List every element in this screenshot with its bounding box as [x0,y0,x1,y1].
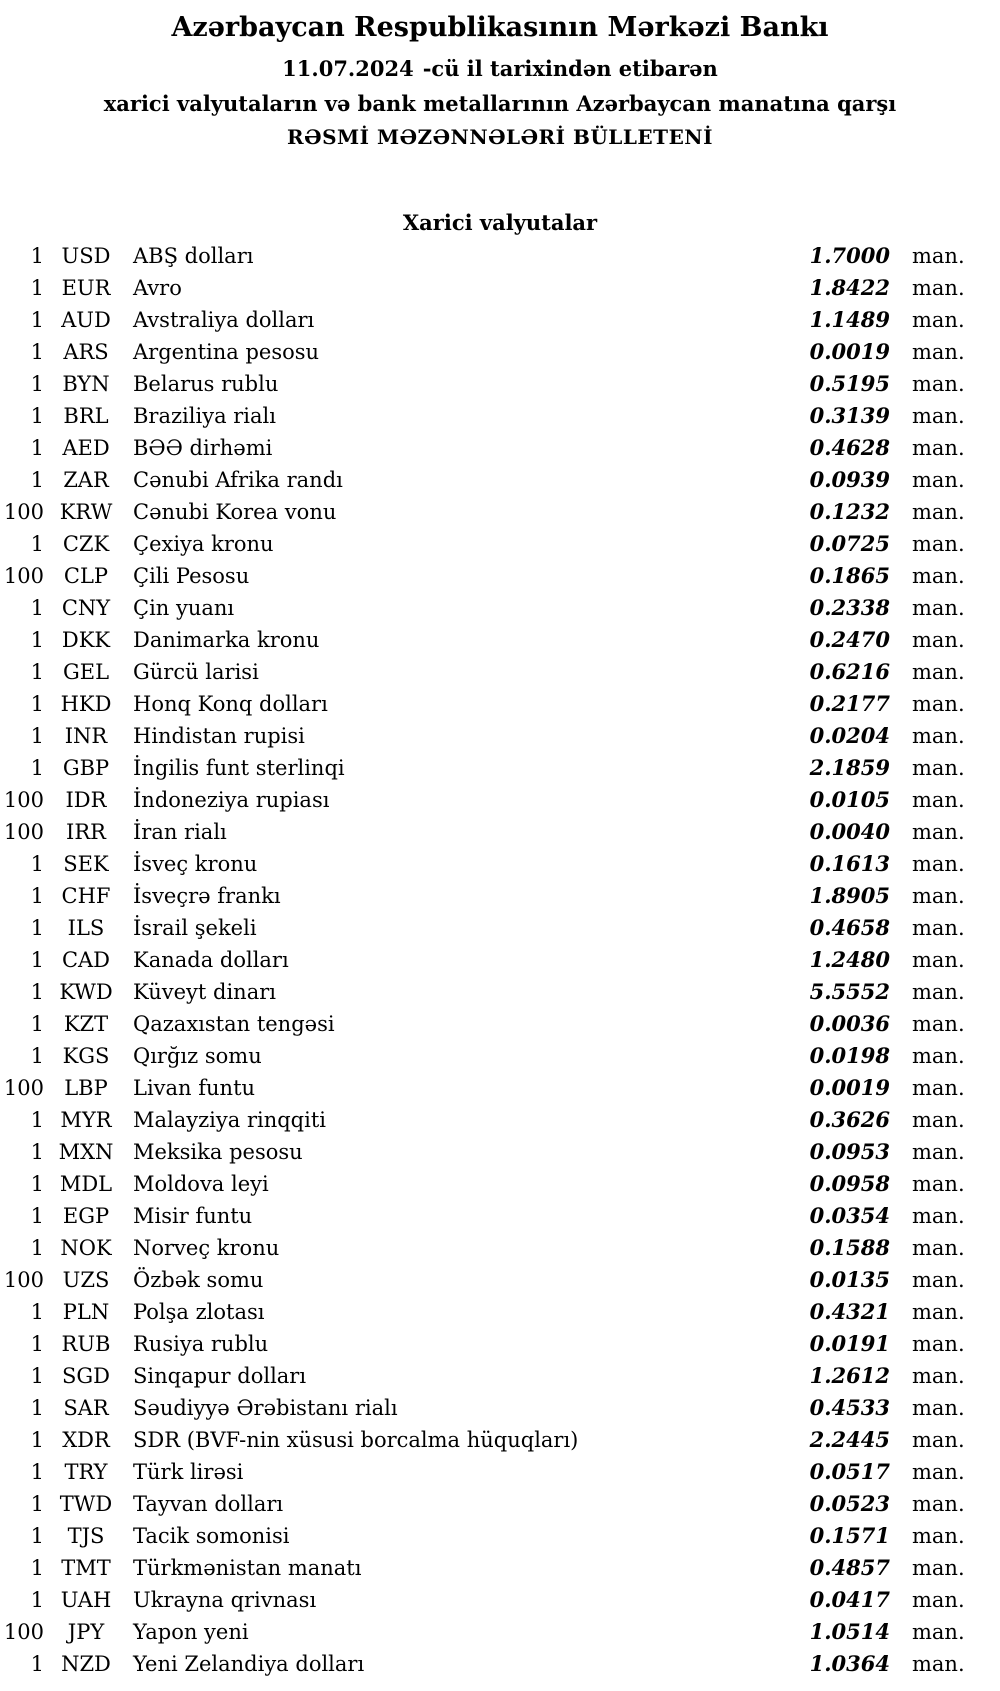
quantity: 1 [30,1108,44,1132]
rate-value: 2.2445 [809,1427,890,1452]
rate-value: 0.0725 [809,531,890,556]
currency-code: GEL [62,660,110,684]
rate-value: 0.4857 [809,1555,890,1580]
currency-code: INR [64,724,108,748]
unit-label: man. [912,660,965,684]
currency-code: LBP [64,1076,108,1100]
rate-value: 0.0523 [809,1491,890,1516]
rate-row [0,912,1000,944]
currency-code: GBP [62,756,110,780]
rate-row [0,1200,1000,1232]
currency-code: AED [62,436,110,460]
currency-code: SAR [63,1396,109,1420]
rate-value: 0.1588 [809,1235,890,1260]
currency-name: ABŞ dolları [133,244,254,268]
rate-row [0,1424,1000,1456]
quantity: 1 [30,1172,44,1196]
rate-row [0,1168,1000,1200]
currency-code: KWD [59,980,113,1004]
rate-value: 0.1865 [809,563,890,588]
unit-label: man. [912,596,965,620]
quantity: 1 [30,1652,44,1676]
rate-value: 2.1859 [809,755,890,780]
quantity: 1 [30,1012,44,1036]
currency-name: Küveyt dinarı [133,980,276,1004]
unit-label: man. [912,1428,965,1452]
quantity: 1 [30,1556,44,1580]
quantity: 100 [3,500,44,524]
currency-code: CAD [61,948,111,972]
currency-name: İran rialı [133,820,227,844]
rate-value: 0.4658 [809,915,890,940]
currency-name: Gürcü larisi [133,660,259,684]
quantity: 1 [30,1044,44,1068]
unit-label: man. [912,244,965,268]
currency-name: Çexiya kronu [133,532,274,556]
rate-value: 0.0417 [809,1587,890,1612]
rate-value: 0.2177 [809,691,890,716]
unit-label: man. [912,820,965,844]
rate-value: 0.0354 [809,1203,890,1228]
rate-row [0,752,1000,784]
currency-code: TJS [67,1524,105,1548]
rate-value: 0.6216 [809,659,890,684]
rate-row [0,1136,1000,1168]
currency-name: Çili Pesosu [133,564,250,588]
rate-value: 1.7000 [809,243,890,268]
unit-label: man. [912,1236,965,1260]
quantity: 1 [30,852,44,876]
rate-row [0,240,1000,272]
currency-code: IDR [65,788,107,812]
currency-name: Meksika pesosu [133,1140,303,1164]
currency-name: Avstraliya dolları [133,308,315,332]
rate-value: 1.2612 [809,1363,890,1388]
unit-label: man. [912,724,965,748]
quantity: 100 [3,820,44,844]
currency-name: Sinqapur dolları [133,1364,307,1388]
quantity: 1 [30,1524,44,1548]
quantity: 1 [30,980,44,1004]
currency-name: Türk lirəsi [133,1460,244,1484]
unit-label: man. [912,1492,965,1516]
unit-label: man. [912,564,965,588]
currency-code: CLP [63,564,109,588]
currency-code: TRY [64,1460,108,1484]
quantity: 1 [30,1588,44,1612]
currency-name: Belarus rublu [133,372,279,396]
currency-code: HKD [60,692,112,716]
unit-label: man. [912,532,965,556]
currency-code: UZS [62,1268,110,1292]
quantity: 1 [30,276,44,300]
currency-name: Özbək somu [133,1268,264,1292]
rate-row [0,1296,1000,1328]
unit-label: man. [912,948,965,972]
unit-label: man. [912,372,965,396]
quantity: 1 [30,372,44,396]
effective-date: 11.07.2024 [282,56,414,81]
unit-label: man. [912,1556,965,1580]
rate-row [0,304,1000,336]
unit-label: man. [912,756,965,780]
unit-label: man. [912,340,965,364]
rate-row [0,1040,1000,1072]
rate-row [0,464,1000,496]
currency-name: Moldova leyi [133,1172,269,1196]
rate-value: 0.0939 [809,467,890,492]
quantity: 100 [3,788,44,812]
rate-row [0,944,1000,976]
rate-value: 1.8905 [809,883,890,908]
unit-label: man. [912,1652,965,1676]
currency-code: BYN [62,372,110,396]
quantity: 100 [3,564,44,588]
unit-label: man. [912,692,965,716]
quantity: 1 [30,404,44,428]
rate-row [0,784,1000,816]
unit-label: man. [912,1012,965,1036]
currency-code: USD [61,244,111,268]
unit-label: man. [912,1172,965,1196]
rate-value: 0.0019 [809,339,890,364]
rate-row [0,1552,1000,1584]
currency-name: Avro [133,276,182,300]
currency-name: SDR (BVF-nin xüsusi borcalma hüquqları) [133,1428,579,1452]
currency-name: İngilis funt sterlinqi [133,756,345,780]
quantity: 1 [30,1396,44,1420]
currency-name: Norveç kronu [133,1236,280,1260]
rate-row [0,1360,1000,1392]
quantity: 1 [30,340,44,364]
rate-value: 0.3139 [809,403,890,428]
rate-row [0,848,1000,880]
currency-name: Çin yuanı [133,596,235,620]
rate-value: 0.0135 [809,1267,890,1292]
currency-code: TWD [59,1492,113,1516]
unit-label: man. [912,852,965,876]
quantity: 1 [30,1236,44,1260]
currency-name: Argentina pesosu [133,340,320,364]
currency-code: ILS [67,916,105,940]
quantity: 1 [30,308,44,332]
rate-row [0,336,1000,368]
currency-code: CZK [62,532,110,556]
currency-name: Tacik somonisi [133,1524,290,1548]
unit-label: man. [912,788,965,812]
rate-row [0,1488,1000,1520]
quantity: 1 [30,1204,44,1228]
currency-code: EUR [61,276,111,300]
currency-name: Danimarka kronu [133,628,320,652]
currency-name: İsveçrə frankı [133,884,281,908]
effective-date-suffix: -cü il tarixindən etibarən [422,56,718,81]
quantity: 100 [3,1268,44,1292]
unit-label: man. [912,628,965,652]
rate-value: 1.2480 [809,947,890,972]
rate-row [0,1232,1000,1264]
rate-value: 0.0105 [809,787,890,812]
rate-row [0,1328,1000,1360]
currency-code: BRL [63,404,109,428]
rate-row [0,1456,1000,1488]
rate-value: 0.2338 [809,595,890,620]
unit-label: man. [912,916,965,940]
unit-label: man. [912,404,965,428]
rate-row [0,688,1000,720]
unit-label: man. [912,980,965,1004]
currency-name: İndoneziya rupiası [133,788,330,812]
unit-label: man. [912,1332,965,1356]
bulletin-title: RƏSMİ MƏZƏNNƏLƏRİ BÜLLETENİ [287,125,713,149]
rate-value: 5.5552 [809,979,890,1004]
quantity: 1 [30,692,44,716]
quantity: 1 [30,916,44,940]
unit-label: man. [912,1044,965,1068]
currency-code: MXN [58,1140,114,1164]
rate-row [0,400,1000,432]
scope-line: xarici valyutaların və bank metallarının Azərbaycan manatına qarşı [103,91,897,116]
unit-label: man. [912,1396,965,1420]
quantity: 1 [30,532,44,556]
section-title: Xarici valyutalar [402,210,598,235]
unit-label: man. [912,1108,965,1132]
quantity: 1 [30,1140,44,1164]
quantity: 1 [30,628,44,652]
unit-label: man. [912,1300,965,1324]
rate-value: 0.0040 [809,819,890,844]
rate-row [0,528,1000,560]
rate-row [0,1072,1000,1104]
currency-code: MYR [60,1108,112,1132]
currency-code: EGP [62,1204,110,1228]
unit-label: man. [912,276,965,300]
rate-value: 0.4628 [809,435,890,460]
quantity: 1 [30,948,44,972]
rate-row [0,624,1000,656]
quantity: 1 [30,1364,44,1388]
currency-name: Cənubi Korea vonu [133,500,337,524]
currency-code: UAH [60,1588,112,1612]
rate-row [0,656,1000,688]
quantity: 1 [30,436,44,460]
quantity: 1 [30,660,44,684]
rate-row [0,1008,1000,1040]
rate-value: 0.4321 [809,1299,890,1324]
rate-value: 0.0198 [809,1043,890,1068]
currency-name: İsveç kronu [133,852,258,876]
currency-code: XDR [62,1428,110,1452]
rate-row [0,272,1000,304]
quantity: 100 [3,1076,44,1100]
rate-row [0,560,1000,592]
unit-label: man. [912,1460,965,1484]
rates-table [0,240,1000,1680]
unit-label: man. [912,308,965,332]
currency-name: Tayvan dolları [133,1492,284,1516]
quantity: 100 [3,1620,44,1644]
unit-label: man. [912,468,965,492]
currency-name: Livan funtu [133,1076,256,1100]
rate-value: 0.2470 [809,627,890,652]
quantity: 1 [30,1428,44,1452]
rate-value: 0.1613 [809,851,890,876]
unit-label: man. [912,1268,965,1292]
currency-code: CNY [61,596,111,620]
rate-value: 0.3626 [809,1107,890,1132]
currency-code: MDL [59,1172,113,1196]
rate-value: 1.0514 [809,1619,890,1644]
rate-row [0,1648,1000,1680]
currency-name: Səudiyyə Ərəbistanı rialı [133,1396,398,1420]
rate-row [0,368,1000,400]
rate-row [0,1616,1000,1648]
rate-row [0,592,1000,624]
currency-code: NOK [60,1236,112,1260]
rate-row [0,1264,1000,1296]
quantity: 1 [30,244,44,268]
rate-value: 0.0191 [809,1331,890,1356]
currency-code: KZT [63,1012,109,1036]
currency-code: ARS [63,340,109,364]
unit-label: man. [912,1140,965,1164]
unit-label: man. [912,1204,965,1228]
quantity: 1 [30,1492,44,1516]
currency-name: Yeni Zelandiya dolları [133,1652,365,1676]
rate-value: 0.4533 [809,1395,890,1420]
rate-value: 0.0953 [809,1139,890,1164]
quantity: 1 [30,884,44,908]
unit-label: man. [912,500,965,524]
quantity: 1 [30,1332,44,1356]
currency-name: Cənubi Afrika randı [133,468,343,492]
unit-label: man. [912,1524,965,1548]
currency-name: İsrail şekeli [133,916,257,940]
rate-row [0,1392,1000,1424]
bank-title: Azərbaycan Respublikasının Mərkəzi Bankı [171,12,829,43]
currency-code: SEK [63,852,109,876]
rate-row [0,880,1000,912]
unit-label: man. [912,436,965,460]
currency-name: Malayziya rinqqiti [133,1108,326,1132]
rate-row [0,496,1000,528]
currency-code: KRW [59,500,113,524]
rate-value: 0.1232 [809,499,890,524]
effective-date-line [0,54,1000,84]
currency-code: PLN [62,1300,110,1324]
quantity: 1 [30,724,44,748]
bulletin-header [0,0,1000,152]
rate-row [0,1520,1000,1552]
unit-label: man. [912,884,965,908]
currency-name: Kanada dolları [133,948,289,972]
currency-name: Türkmənistan manatı [133,1556,362,1580]
rate-row [0,976,1000,1008]
rate-row [0,1584,1000,1616]
rate-value: 1.0364 [809,1651,890,1676]
currency-name: Qırğız somu [133,1044,262,1068]
currency-code: ZAR [63,468,109,492]
currency-code: DKK [61,628,111,652]
currency-code: TMT [61,1556,111,1580]
quantity: 1 [30,596,44,620]
currency-name: Hindistan rupisi [133,724,305,748]
quantity: 1 [30,1300,44,1324]
currency-code: CHF [61,884,111,908]
unit-label: man. [912,1620,965,1644]
unit-label: man. [912,1076,965,1100]
currency-name: Honq Konq dolları [133,692,328,716]
unit-label: man. [912,1364,965,1388]
currency-name: Misir funtu [133,1204,253,1228]
currency-name: Braziliya rialı [133,404,276,428]
rate-value: 0.0204 [809,723,890,748]
currency-code: IRR [66,820,106,844]
rate-value: 0.0019 [809,1075,890,1100]
rate-row [0,1104,1000,1136]
currency-name: BƏƏ dirhəmi [133,436,273,460]
currency-name: Polşa zlotası [133,1300,265,1324]
rate-value: 0.5195 [809,371,890,396]
unit-label: man. [912,1588,965,1612]
rate-value: 0.0036 [809,1011,890,1036]
quantity: 1 [30,1460,44,1484]
rate-value: 1.1489 [809,307,890,332]
currency-code: NZD [61,1652,111,1676]
currency-code: KGS [62,1044,110,1068]
currency-code: JPY [67,1620,105,1644]
currency-code: AUD [61,308,111,332]
rate-value: 1.8422 [809,275,890,300]
rate-row [0,816,1000,848]
rate-row [0,432,1000,464]
rate-row [0,720,1000,752]
currency-code: RUB [61,1332,111,1356]
currency-name: Yapon yeni [133,1620,249,1644]
quantity: 1 [30,468,44,492]
rate-value: 0.1571 [809,1523,890,1548]
quantity: 1 [30,756,44,780]
currency-name: Ukrayna qrivnası [133,1588,317,1612]
currency-name: Rusiya rublu [133,1332,269,1356]
currency-name: Qazaxıstan tengəsi [133,1012,335,1036]
rate-value: 0.0517 [809,1459,890,1484]
rate-value: 0.0958 [809,1171,890,1196]
currency-code: SGD [62,1364,110,1388]
